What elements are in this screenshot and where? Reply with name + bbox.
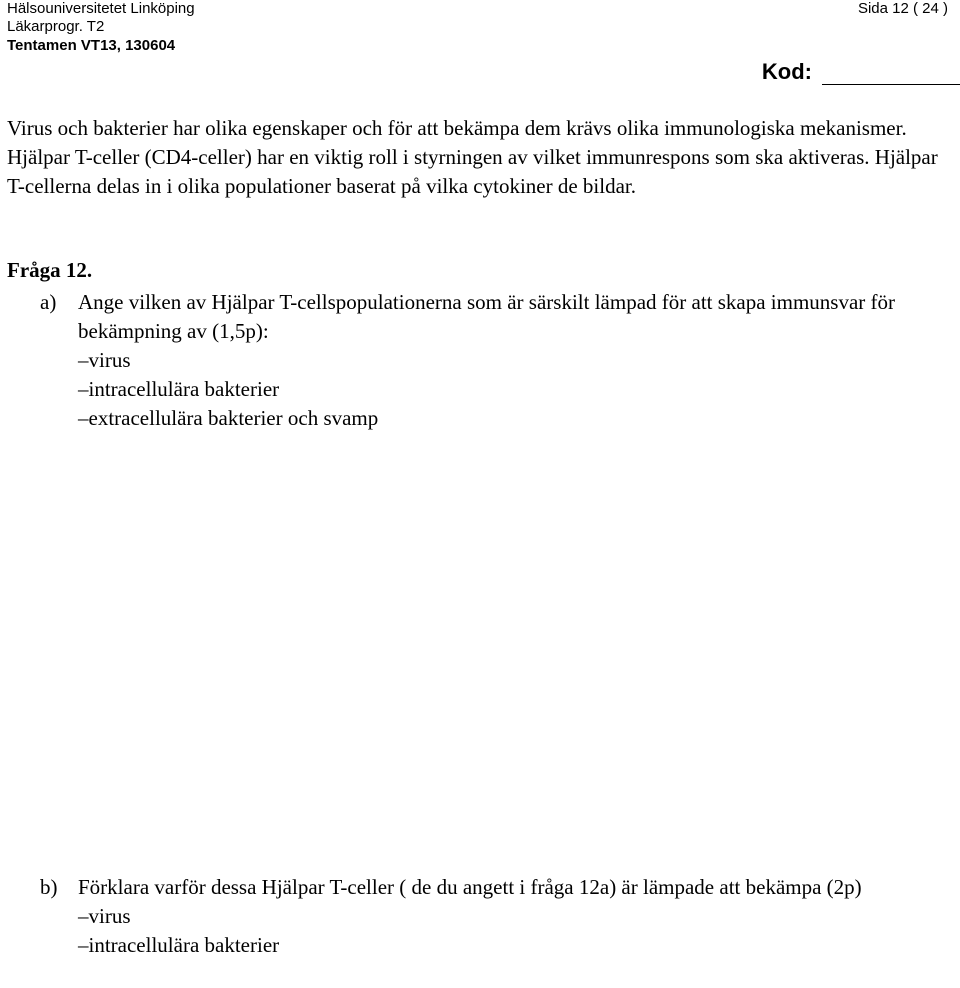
item-marker: a)	[40, 290, 57, 314]
item-text: Förklara varför dessa Hjälpar T-celler ( de du angett i fråga 12a) är lämpade att bekämpa (2p)	[78, 875, 862, 899]
code-label: Kod:	[761, 59, 812, 84]
subitem-intracellular: –intracellulära bakterier	[78, 377, 280, 401]
item-body	[78, 873, 948, 960]
intro-paragraph: Virus och bakterier har olika egenskaper och för att bekämpa dem krävs olika immunologiska mekanismer. Hjälpar T-celler (CD4-celler) har en viktig roll i styrningen av vilket immunrespons som ska aktiveras. Hjälpar T-cellerna delas in i olika populationer baserat på vilka cytokiner de bildar.	[7, 116, 938, 198]
page-number: Sida 12 ( 24 )	[857, 0, 948, 17]
item-marker: b)	[40, 875, 58, 899]
code-blank-line	[822, 62, 960, 85]
item-body	[78, 288, 948, 433]
header-program: Läkarprogr. T2	[7, 18, 105, 35]
header-exam: Tentamen VT13, 130604	[7, 37, 176, 54]
header-institution: Hälsouniversitetet Linköping	[7, 0, 195, 17]
question-title: Fråga 12.	[7, 258, 93, 282]
item-text: Ange vilken av Hjälpar T-cellspopulationerna som är särskilt lämpad för att skapa immunsvar för bekämpning av (1,5p):	[78, 290, 896, 343]
subitem-extracellular: –extracellulära bakterier och svamp	[78, 406, 379, 430]
subitem-virus: –virus	[78, 348, 131, 372]
subitem-intracellular: –intracellulära bakterier	[78, 933, 280, 957]
code-field	[762, 59, 960, 85]
subitem-virus: –virus	[78, 904, 131, 928]
